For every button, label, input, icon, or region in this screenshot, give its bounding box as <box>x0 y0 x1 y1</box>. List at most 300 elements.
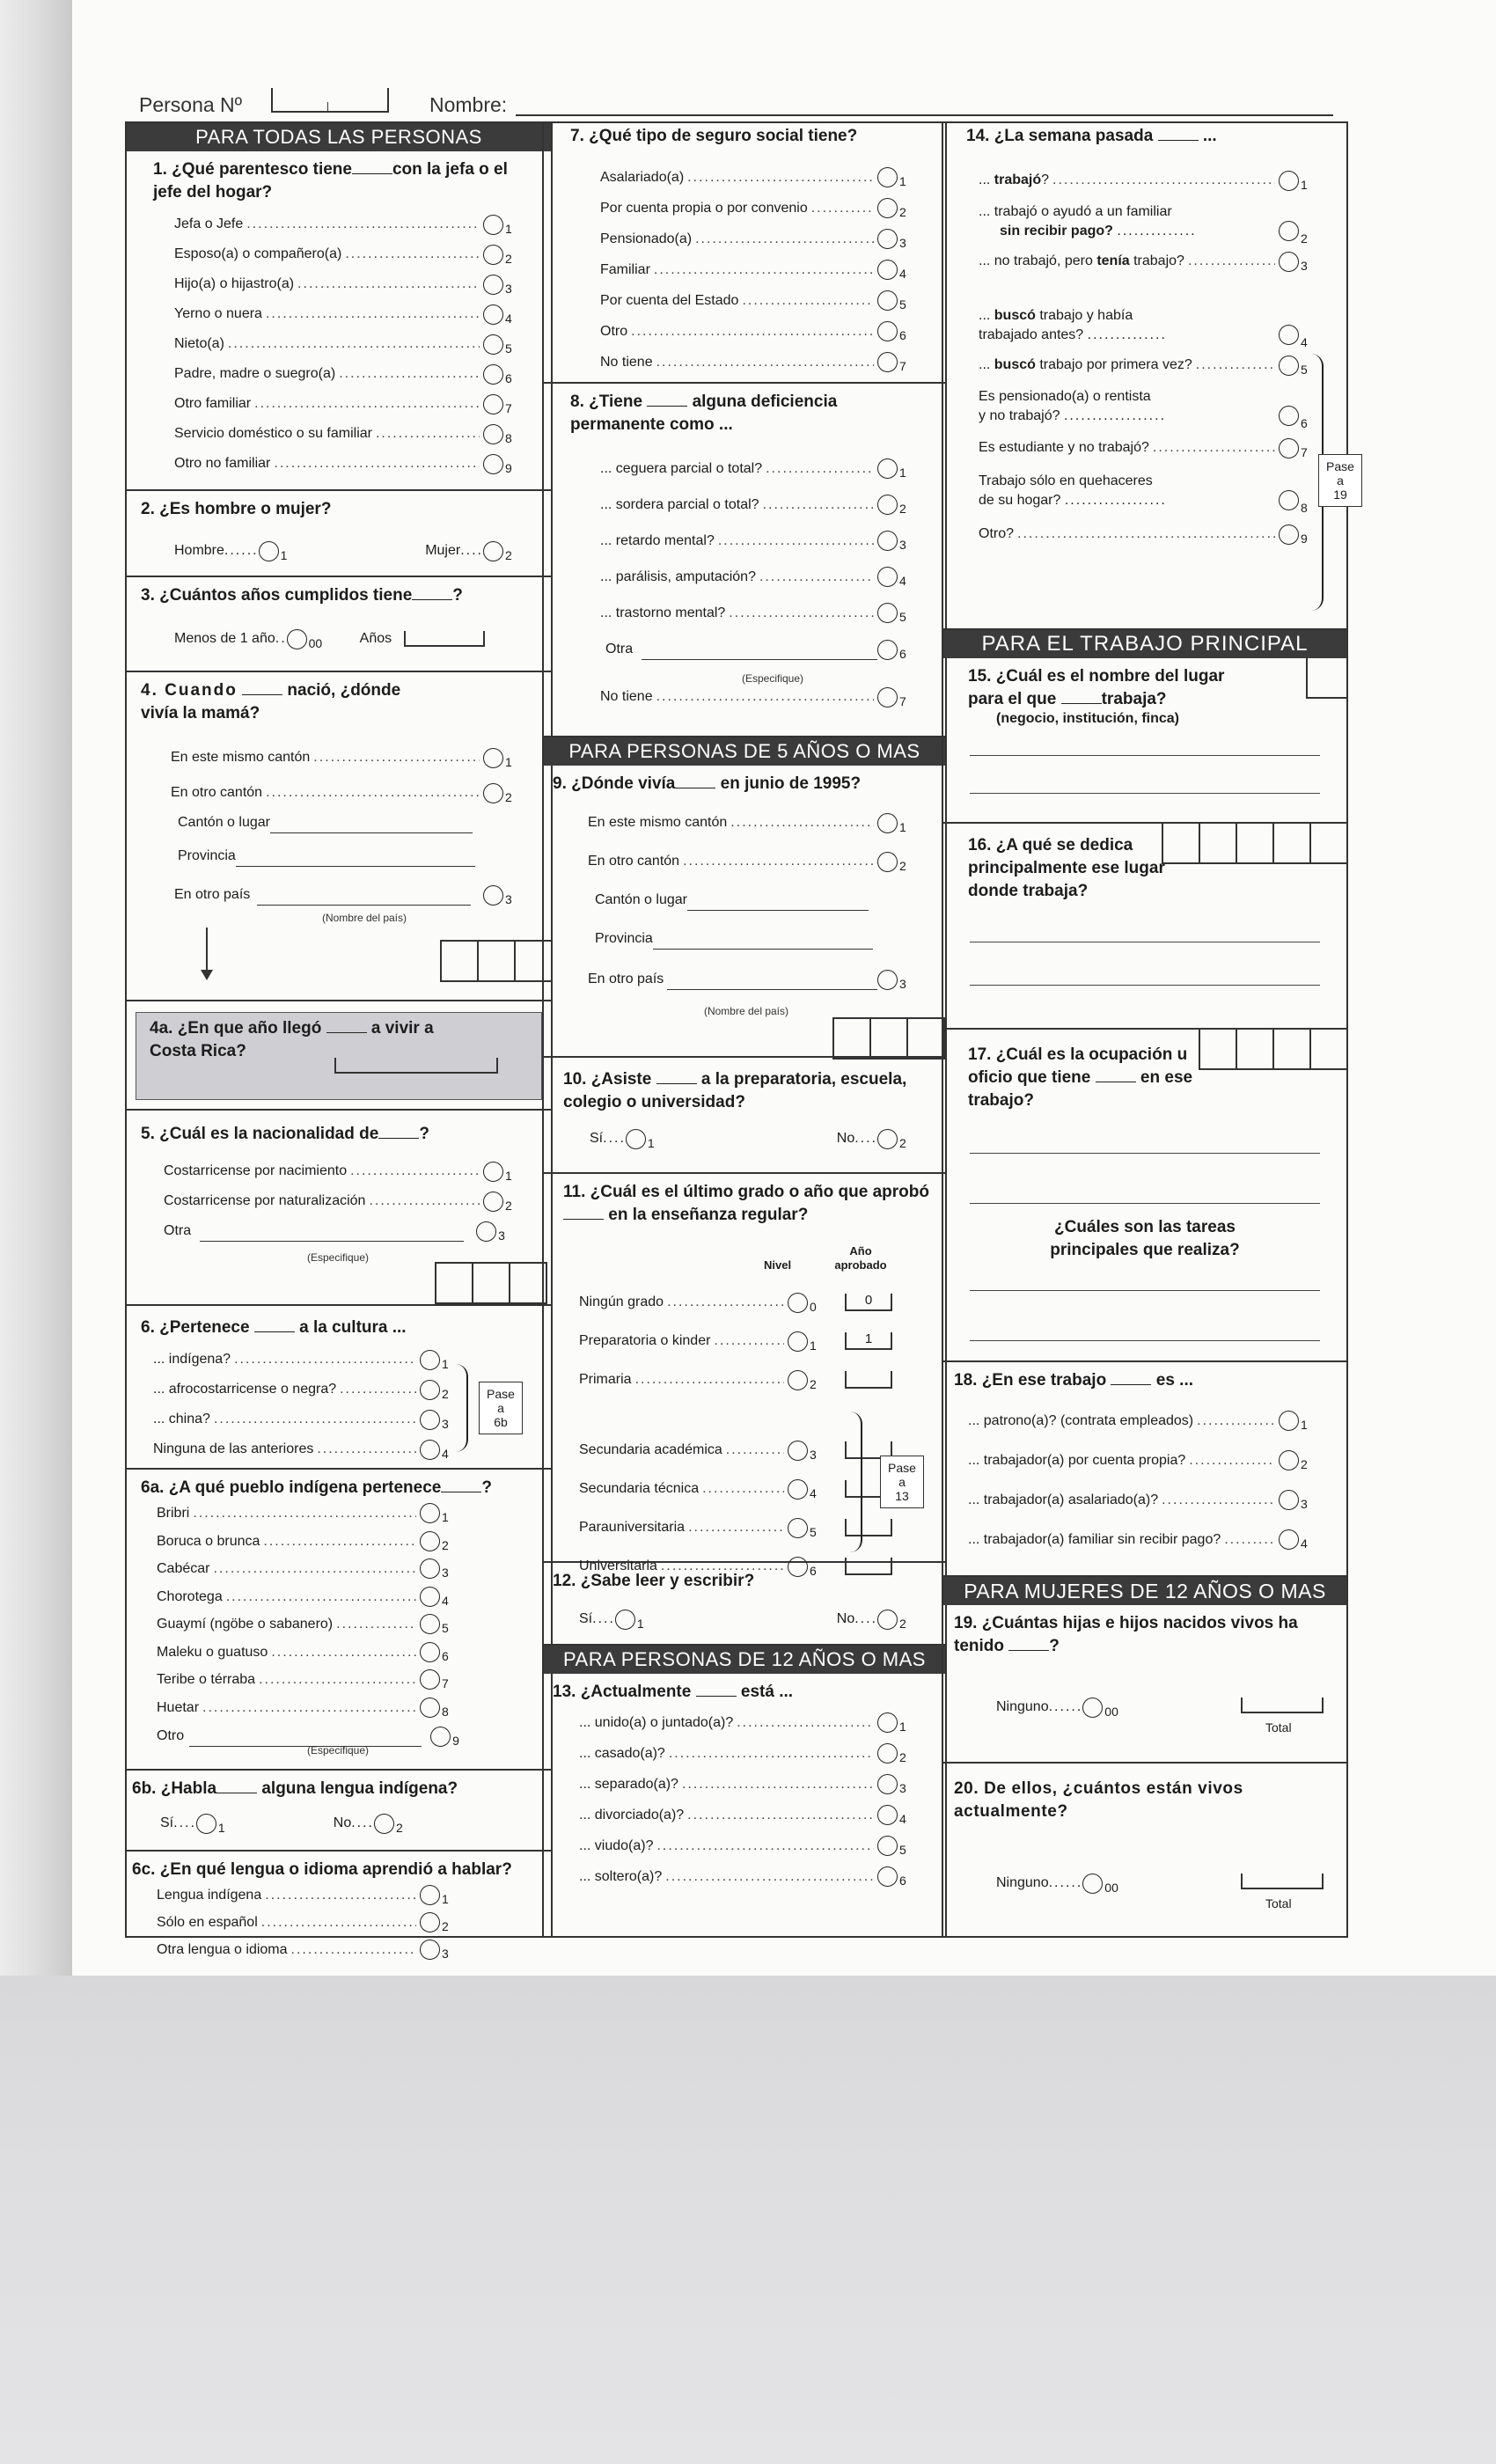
q7-option[interactable] <box>544 316 945 347</box>
q3-menos-radio[interactable] <box>287 629 307 649</box>
q14-opt8-row: Trabajo sólo en quehaceres de su hogar? .................. 8 <box>943 463 1346 510</box>
q15-line-1[interactable] <box>970 755 1320 756</box>
q5-code-2: 2 <box>505 1199 512 1213</box>
q18-option[interactable] <box>943 1480 1346 1520</box>
q6a-option[interactable] <box>127 1500 488 1528</box>
q13-radio[interactable] <box>877 1836 898 1856</box>
q8-radio[interactable] <box>877 495 898 515</box>
leader-dots <box>718 523 874 559</box>
q6a-option-code: 8 <box>442 1704 449 1719</box>
q1-option[interactable] <box>127 209 551 239</box>
q11-option-label: Primaria <box>579 1372 632 1387</box>
q1-option-code: 8 <box>505 431 512 445</box>
persona-label: Persona Nº <box>139 93 243 116</box>
q14-opt2-radio[interactable] <box>1279 221 1299 241</box>
leader-dots <box>1224 1520 1275 1559</box>
q7-option-code: 5 <box>899 297 906 312</box>
q18-option-code: 4 <box>1301 1536 1308 1551</box>
q1-section <box>127 151 551 491</box>
q18-radio[interactable] <box>1279 1450 1299 1470</box>
q4-pais-field[interactable] <box>257 885 471 906</box>
q7-radio[interactable] <box>877 352 898 372</box>
q5-title: 5. ¿Cuál es la nacionalidad de ? <box>141 1125 429 1143</box>
q1-radio[interactable] <box>483 215 503 235</box>
q1-option[interactable] <box>127 299 551 329</box>
q5-section <box>127 1111 551 1306</box>
column-2 <box>542 121 947 1938</box>
banner-trabajo-principal: PARA EL TRABAJO PRINCIPAL <box>943 630 1346 658</box>
q6b-no-label: No <box>333 1815 352 1830</box>
q7-radio[interactable] <box>877 290 898 311</box>
q4-provincia-label: Provincia <box>178 848 236 863</box>
q6-title: 6. ¿Pertenece a la cultura ... <box>141 1318 407 1337</box>
q7-option-code: 6 <box>899 328 906 342</box>
leader-dots <box>667 1283 784 1322</box>
q18-option-code: 2 <box>1301 1457 1308 1471</box>
q8-notiene-radio[interactable] <box>877 687 898 708</box>
q13-option-label: ... separado(a)? <box>579 1777 678 1792</box>
q11-option-label: Preparatoria o kinder <box>579 1333 711 1348</box>
q11-radio[interactable] <box>788 1479 808 1500</box>
q7-option[interactable] <box>544 285 945 316</box>
q8-otra-label: Otra <box>605 642 634 656</box>
q5-code-1: 1 <box>505 1169 512 1183</box>
q5-nationality-code-box[interactable] <box>435 1262 547 1304</box>
leader-dots <box>297 269 480 299</box>
q18-option-label: ... trabajador(a) familiar sin recibir pago? <box>968 1532 1221 1547</box>
q18-option[interactable] <box>943 1441 1346 1480</box>
q9-opt2-label: En otro cantón <box>588 854 680 869</box>
q6-option-label: ... china? <box>153 1412 210 1426</box>
q13-option[interactable] <box>544 1707 945 1738</box>
column-3 <box>942 121 1354 1938</box>
q1-option-code: 3 <box>505 282 512 296</box>
q6a-option-label: Boruca o brunca <box>157 1533 260 1549</box>
q18-option[interactable] <box>943 1401 1346 1441</box>
leader-dots <box>376 419 480 449</box>
q13-radio[interactable] <box>877 1866 898 1887</box>
q8-option-code: 4 <box>899 574 906 588</box>
q14-code-4: 4 <box>1301 335 1308 349</box>
q8-option-code: 5 <box>899 610 906 624</box>
q6-option[interactable] <box>127 1434 488 1464</box>
q6a-radio[interactable] <box>420 1587 440 1607</box>
q13-option-code: 6 <box>899 1874 906 1888</box>
q6c-radio[interactable] <box>420 1940 440 1960</box>
leader-dots <box>263 1528 416 1556</box>
q6a-code-otro: 9 <box>452 1734 459 1748</box>
q1-option-code: 6 <box>505 371 512 385</box>
q1-option[interactable] <box>127 389 551 419</box>
q11-option-code: 2 <box>810 1377 817 1391</box>
q6c-option[interactable] <box>127 1881 488 1909</box>
q7-option-label: Por cuenta del Estado <box>600 293 739 308</box>
q8-code-7: 7 <box>899 694 906 708</box>
q13-option-code: 3 <box>899 1781 906 1795</box>
q6a-option[interactable] <box>127 1639 488 1667</box>
q8-radio[interactable] <box>877 567 898 587</box>
q1-radio[interactable] <box>483 424 503 444</box>
q6a-spec-note: (Especifique) <box>306 1744 370 1756</box>
q14-opt1-radio[interactable] <box>1279 171 1299 191</box>
q11-radio[interactable] <box>788 1370 808 1390</box>
q14-opt2-label-a: ... trabajó o ayudó a un familiar <box>979 204 1172 219</box>
q8-option[interactable] <box>544 595 945 631</box>
q1-option[interactable] <box>127 419 551 449</box>
q6a-radio[interactable] <box>420 1614 440 1634</box>
q14-opt5-radio[interactable] <box>1279 356 1299 376</box>
q14-opt2-label-b: sin recibir pago? <box>1000 224 1113 238</box>
q11-option[interactable] <box>544 1360 945 1399</box>
q9-canton-field[interactable] <box>687 891 869 911</box>
q4-country-code-box[interactable] <box>440 940 553 982</box>
q9-country-code-box[interactable] <box>832 1017 945 1060</box>
q14-opt3-label: ... no trabajó, pero tenía trabajo? <box>979 253 1184 268</box>
q4-opt2-radio[interactable] <box>483 783 503 803</box>
q6a-radio[interactable] <box>420 1503 440 1523</box>
q7-radio[interactable] <box>877 260 898 280</box>
q1-option-label: Jefa o Jefe <box>174 216 244 231</box>
q11-ano-field[interactable] <box>845 1371 892 1389</box>
q6a-radio[interactable] <box>420 1698 440 1718</box>
q6a-radio[interactable] <box>420 1531 440 1551</box>
q7-radio[interactable] <box>877 198 898 218</box>
q18-option-code: 3 <box>1301 1497 1308 1511</box>
q6a-section <box>127 1470 551 1771</box>
q16-code-box[interactable] <box>1162 824 1348 864</box>
q17-line-4[interactable] <box>970 1340 1320 1341</box>
q4a-section <box>127 1001 551 1111</box>
q2-code-1: 1 <box>280 548 288 562</box>
q4-pais-note: (Nombre del país) <box>321 912 407 924</box>
q4-opt3-radio[interactable] <box>483 885 503 906</box>
q6a-option[interactable] <box>127 1694 488 1722</box>
q4-provincia-field[interactable] <box>236 847 475 867</box>
q11-option-code: 0 <box>810 1300 817 1314</box>
q6c-option[interactable] <box>127 1936 488 1963</box>
q11-brace <box>847 1412 862 1552</box>
q7-option-code: 2 <box>899 205 906 219</box>
q9-code-2: 2 <box>899 859 906 873</box>
q6b-title: 6b. ¿Habla alguna lengua indígena? <box>132 1779 458 1798</box>
q1-title: 1. ¿Qué parentesco tiene con la jefa o el jefe del hogar? <box>153 160 508 202</box>
nombre-label: Nombre: <box>429 93 508 116</box>
q1-option[interactable] <box>127 329 551 359</box>
q15-title: 15. ¿Cuál es el nombre del lugar para el que trabaja? <box>968 667 1225 708</box>
q14-opt8-radio[interactable] <box>1279 490 1299 510</box>
q8-option[interactable] <box>544 523 945 559</box>
q7-option[interactable] <box>544 347 945 378</box>
q1-radio[interactable] <box>483 334 503 355</box>
q9-opt3-label: En otro país <box>588 972 664 986</box>
q8-option[interactable] <box>544 559 945 595</box>
q8-option-label: ... trastorno mental? <box>600 605 726 620</box>
q11-option-code: 5 <box>810 1525 817 1539</box>
q7-option[interactable] <box>544 193 945 224</box>
q10-no-radio[interactable] <box>877 1129 898 1149</box>
q1-option[interactable] <box>127 269 551 299</box>
leader-dots <box>274 449 480 479</box>
q6c-option[interactable] <box>127 1909 488 1936</box>
q13-radio[interactable] <box>877 1712 898 1733</box>
q6c-radio[interactable] <box>420 1912 440 1932</box>
q18-radio[interactable] <box>1279 1411 1299 1431</box>
q15-code-box[interactable] <box>1306 658 1348 699</box>
q19-total-field[interactable] <box>1241 1698 1324 1713</box>
leader-dots <box>759 559 874 595</box>
leader-dots <box>213 1555 416 1583</box>
q4-code-1: 1 <box>505 755 512 769</box>
q6-radio[interactable] <box>420 1410 440 1430</box>
q4-section <box>127 672 551 1001</box>
q13-option-label: ... viudo(a)? <box>579 1838 654 1853</box>
q6a-option-label: Maleku o guatuso <box>157 1644 268 1660</box>
q11-ano-header: Año aprobado <box>834 1244 887 1272</box>
q7-radio[interactable] <box>877 229 898 249</box>
q4a-title: 4a. ¿En que año llegó a vivir a Costa Rica? <box>150 1019 434 1060</box>
leader-dots <box>656 347 874 378</box>
q1-option[interactable] <box>127 359 551 389</box>
q14-opt9-label: Otro? <box>979 526 1015 541</box>
q5-opt2-radio[interactable] <box>483 1192 503 1212</box>
leader-dots <box>317 1434 416 1464</box>
q20-total-field[interactable] <box>1241 1874 1324 1889</box>
q11-option[interactable] <box>544 1508 945 1547</box>
q4a-year-field[interactable] <box>334 1058 498 1074</box>
q11-option-code: 6 <box>810 1564 817 1578</box>
q6-radio[interactable] <box>420 1350 440 1370</box>
q11-option[interactable] <box>544 1283 945 1322</box>
q6c-option-label: Sólo en español <box>157 1915 258 1930</box>
q1-option[interactable] <box>127 449 551 479</box>
q6a-option-label: Chorotega <box>157 1588 223 1604</box>
q8-spec-note: (Especifique) <box>741 672 804 685</box>
q14-opt7-radio[interactable] <box>1279 438 1299 458</box>
q1-option-label: Esposo(a) o compañero(a) <box>174 246 342 261</box>
q1-option-code: 5 <box>505 341 512 356</box>
q6a-option-label: Cabécar <box>157 1561 210 1576</box>
q10-title: 10. ¿Asiste a la preparatoria, escuela, colegio o universidad? <box>563 1070 907 1111</box>
q9-opt3-radio[interactable] <box>877 970 898 990</box>
q11-radio[interactable] <box>788 1293 808 1313</box>
q14-opt6-radio[interactable] <box>1279 406 1299 426</box>
q1-radio[interactable] <box>483 394 503 414</box>
q1-option-code: 1 <box>505 222 512 236</box>
q11-option-label: Secundaria académica <box>579 1442 722 1457</box>
q6a-option-code: 2 <box>442 1537 449 1552</box>
q11-radio[interactable] <box>788 1331 808 1352</box>
q3-anos-field[interactable] <box>404 631 485 647</box>
q11-radio[interactable] <box>788 1518 808 1538</box>
q6-option[interactable] <box>127 1375 488 1404</box>
q6a-option[interactable] <box>127 1610 488 1639</box>
q6a-title: 6a. ¿A qué pueblo indígena pertenece ? <box>141 1478 492 1497</box>
q6-option-label: ... afrocostarricense o negra? <box>153 1382 337 1397</box>
q6b-si-radio[interactable] <box>196 1814 216 1834</box>
q11-ano-field[interactable]: 1 <box>845 1332 892 1350</box>
q9-pais-field[interactable] <box>667 970 877 990</box>
q5-spec-note: (Especifique) <box>306 1251 370 1264</box>
q4-canton-field[interactable] <box>270 813 473 833</box>
q8-option[interactable] <box>544 487 945 523</box>
q6a-option-label: Guaymí (ngöbe o sabanero) <box>157 1617 334 1632</box>
q18-option-code: 1 <box>1301 1418 1308 1432</box>
q6a-radio[interactable] <box>420 1669 440 1690</box>
q8-radio[interactable] <box>877 458 898 479</box>
q14-code-3: 3 <box>1301 259 1308 273</box>
q13-option[interactable] <box>544 1830 945 1861</box>
leader-dots <box>246 209 480 239</box>
q12-no-radio[interactable] <box>877 1610 898 1630</box>
q19-title: 19. ¿Cuántas hijas e hijos nacidos vivos ha tenido ? <box>954 1614 1298 1655</box>
leader-dots <box>336 1610 416 1639</box>
q9-opt2-radio[interactable] <box>877 852 898 872</box>
q1-radio[interactable] <box>483 454 503 474</box>
q18-radio[interactable] <box>1279 1529 1299 1550</box>
q13-option[interactable] <box>544 1738 945 1769</box>
q8-otra-radio[interactable] <box>877 640 898 660</box>
q13-option[interactable] <box>544 1861 945 1892</box>
q17-tareas-title: ¿Cuáles son las tareas principales que realiza? <box>1050 1218 1240 1259</box>
q9-provincia-field[interactable] <box>653 929 873 950</box>
q6-radio[interactable] <box>420 1380 440 1400</box>
leader-dots <box>729 595 874 631</box>
q12-si-radio[interactable] <box>615 1610 635 1630</box>
q15-section <box>943 658 1346 824</box>
q4-opt2-label: En otro cantón <box>171 785 263 800</box>
q1-option-label: Otro no familiar <box>174 456 271 471</box>
q7-option[interactable] <box>544 162 945 193</box>
leader-dots <box>687 1800 874 1830</box>
q20-ninguno-radio[interactable] <box>1082 1874 1103 1894</box>
q8-radio[interactable] <box>877 603 898 623</box>
leader-dots <box>1197 1401 1275 1441</box>
q13-option[interactable] <box>544 1769 945 1800</box>
q13-title: 13. ¿Actualmente está ... <box>553 1683 794 1701</box>
leader-dots <box>193 1500 416 1528</box>
q17-code-box[interactable] <box>1199 1030 1348 1070</box>
q2-mujer-radio[interactable] <box>483 541 503 561</box>
q14-opt2-row: ... trabajó o ayudó a un familiar sin recibir pago? .............. 2 <box>943 195 1346 241</box>
q6a-option[interactable] <box>127 1528 488 1556</box>
q13-radio[interactable] <box>877 1743 898 1764</box>
q17-section <box>943 1030 1346 1362</box>
q1-radio[interactable] <box>483 304 503 325</box>
q1-radio[interactable] <box>483 245 503 265</box>
q14-pase-note: Pase a 19 <box>1318 454 1362 507</box>
q6a-radio[interactable] <box>420 1642 440 1662</box>
q6c-radio[interactable] <box>420 1885 440 1905</box>
q7-option-label: Otro <box>600 324 628 339</box>
q6a-option[interactable] <box>127 1555 488 1583</box>
leader-dots <box>1189 1441 1275 1480</box>
q8-option-label: ... sordera parcial o total? <box>600 497 759 512</box>
q4-opt1-radio[interactable] <box>483 748 503 768</box>
q6-option[interactable] <box>127 1404 488 1434</box>
q4-opt1-label: En este mismo cantón <box>171 750 311 765</box>
q14-title: 14. ¿La semana pasada ... <box>966 127 1217 145</box>
q1-radio[interactable] <box>483 275 503 295</box>
nombre-field[interactable] <box>516 114 1333 116</box>
q14-opt4-radio[interactable] <box>1279 325 1299 345</box>
q11-ano-field[interactable]: 0 <box>845 1294 892 1311</box>
q15-line-2[interactable] <box>970 793 1320 794</box>
q6b-no-radio[interactable] <box>374 1814 394 1834</box>
q7-option[interactable] <box>544 254 945 285</box>
q16-title: 16. ¿A qué se dedica principalmente ese lugar donde trabaja? <box>968 836 1165 900</box>
q14-opt1-label: ... trabajó? <box>979 172 1050 187</box>
q17-line-1[interactable] <box>970 1153 1320 1154</box>
q13-option-code: 2 <box>899 1750 906 1764</box>
q5-otra-field[interactable] <box>200 1221 464 1242</box>
q6-radio[interactable] <box>420 1440 440 1460</box>
q5-opt3-radio[interactable] <box>476 1221 496 1242</box>
leader-dots <box>726 1431 784 1470</box>
q14-opt3-radio[interactable] <box>1279 252 1299 272</box>
q13-radio[interactable] <box>877 1805 898 1825</box>
q1-radio[interactable] <box>483 364 503 385</box>
q18-option[interactable] <box>943 1520 1346 1559</box>
q13-radio[interactable] <box>877 1774 898 1794</box>
q19-ninguno-radio[interactable] <box>1082 1698 1103 1718</box>
q17-line-3[interactable] <box>970 1290 1320 1291</box>
q1-option[interactable] <box>127 239 551 269</box>
q14-opt6-label-a: Es pensionado(a) o rentista <box>979 389 1151 404</box>
q9-opt1-radio[interactable] <box>877 813 898 833</box>
leader-dots <box>695 224 874 254</box>
q6a-option-label: Teribe o térraba <box>157 1672 256 1687</box>
q1-option-code: 9 <box>505 461 512 475</box>
q13-option-label: ... soltero(a)? <box>579 1869 663 1884</box>
q14-code-6: 6 <box>1301 416 1308 430</box>
q6a-option[interactable] <box>127 1666 488 1694</box>
q16-line-2[interactable] <box>970 985 1320 986</box>
q8-radio[interactable] <box>877 531 898 551</box>
q6-option[interactable] <box>127 1345 488 1375</box>
q11-option-code: 4 <box>810 1486 817 1500</box>
q8-otra-field[interactable] <box>642 640 877 660</box>
q7-option[interactable] <box>544 224 945 254</box>
q11-option[interactable] <box>544 1322 945 1360</box>
leader-dots <box>665 1861 874 1892</box>
q9-section <box>544 766 945 1058</box>
q8-option[interactable] <box>544 451 945 487</box>
q14-opt9-radio[interactable] <box>1279 524 1299 545</box>
q2-hombre-radio[interactable] <box>259 541 279 561</box>
q7-option-code: 4 <box>899 267 906 281</box>
q18-radio[interactable] <box>1279 1490 1299 1510</box>
q6a-radio[interactable] <box>420 1558 440 1579</box>
q7-option-code: 7 <box>899 359 906 373</box>
q10-si-radio[interactable] <box>626 1129 646 1149</box>
q6a-option[interactable] <box>127 1583 488 1611</box>
q14-opt4-row: ... buscó trabajo y había trabajado antes? .............. 4 <box>943 276 1346 345</box>
q13-option-label: ... casado(a)? <box>579 1746 665 1761</box>
q9-provincia-label: Provincia <box>595 931 653 946</box>
q14-opt4-bold: buscó <box>994 308 1036 323</box>
q13-option-label: ... divorciado(a)? <box>579 1808 685 1822</box>
persona-number-field[interactable] <box>271 88 389 113</box>
q5-opt1-radio[interactable] <box>483 1162 503 1182</box>
q7-radio[interactable] <box>877 167 898 187</box>
q11-radio[interactable] <box>788 1441 808 1461</box>
q13-option[interactable] <box>544 1800 945 1830</box>
leader-dots <box>226 1583 416 1611</box>
q4-arrow-head <box>201 970 213 980</box>
leader-dots <box>631 316 874 347</box>
q7-radio[interactable] <box>877 321 898 341</box>
q10-si-label: Sí <box>590 1131 604 1146</box>
